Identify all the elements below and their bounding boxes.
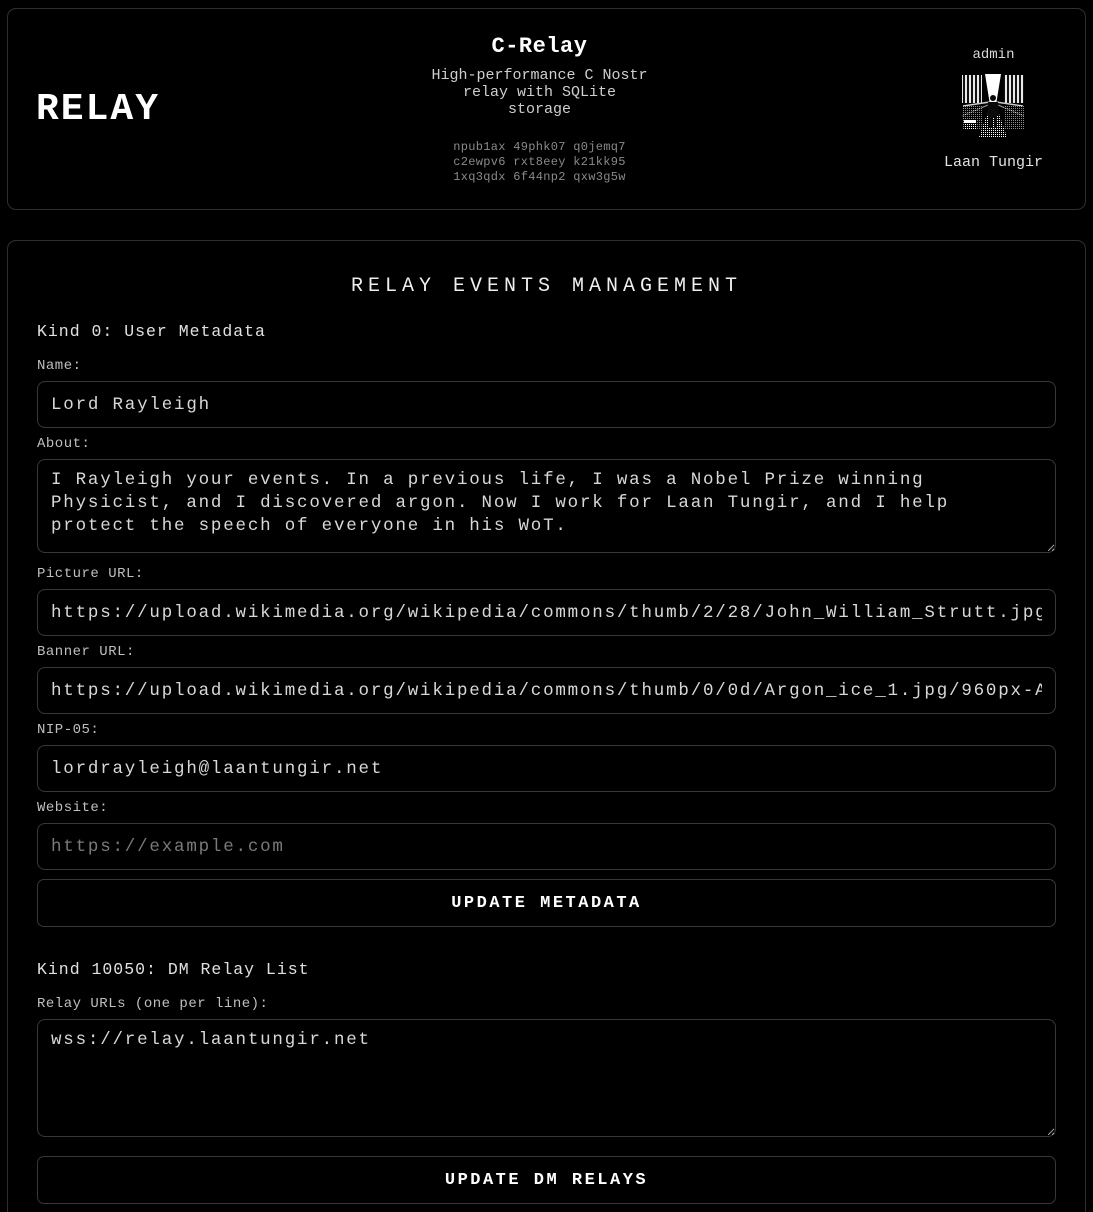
banner-url-input[interactable] xyxy=(37,667,1056,714)
admin-profile xyxy=(944,47,1043,171)
header-right xyxy=(651,47,1044,171)
npub-line: c2ewpv6 rxt8eey k21kk95 xyxy=(453,154,626,169)
about-textarea[interactable] xyxy=(37,459,1056,553)
section-title-kind0: Kind 0: User Metadata xyxy=(37,322,266,341)
relay-urls-textarea[interactable] xyxy=(37,1019,1056,1137)
admin-label: admin xyxy=(972,47,1015,63)
header-left xyxy=(36,88,429,131)
admin-name: Laan Tungir xyxy=(943,154,1043,171)
nip05-input[interactable] xyxy=(37,745,1056,792)
npub-line: npub1ax 49phk07 q0jemq7 xyxy=(453,139,626,154)
page-title: RELAY EVENTS MANAGEMENT xyxy=(350,275,743,298)
website-label: Website: xyxy=(37,800,109,816)
relay-logo: RELAY xyxy=(36,87,161,131)
admin-avatar-image xyxy=(961,72,1025,139)
relay-urls-label: Relay URLs (one per line): xyxy=(37,996,269,1012)
website-input[interactable] xyxy=(37,823,1056,870)
header-panel xyxy=(7,8,1086,210)
name-input[interactable] xyxy=(37,381,1056,428)
update-dm-relays-button[interactable]: UPDATE DM RELAYS xyxy=(37,1156,1056,1204)
about-label: About: xyxy=(37,436,91,452)
section-title-kind10050: Kind 10050: DM Relay List xyxy=(37,960,310,979)
nip05-label: NIP-05: xyxy=(37,722,100,738)
update-metadata-button[interactable]: UPDATE METADATA xyxy=(37,879,1056,927)
picture-url-input[interactable] xyxy=(37,589,1056,636)
app-subtitle: High-performance C Nostr relay with SQLite storage xyxy=(431,66,648,118)
banner-url-label: Banner URL: xyxy=(37,644,135,660)
relay-npub xyxy=(429,140,651,185)
npub-line: 1xq3qdx 6f44np2 qxw3g5w xyxy=(453,169,626,184)
picture-url-label: Picture URL: xyxy=(37,566,144,582)
name-label: Name: xyxy=(37,358,82,374)
relay-events-panel xyxy=(7,240,1086,1212)
app-title: C-Relay xyxy=(491,33,588,59)
header-center xyxy=(429,34,651,185)
